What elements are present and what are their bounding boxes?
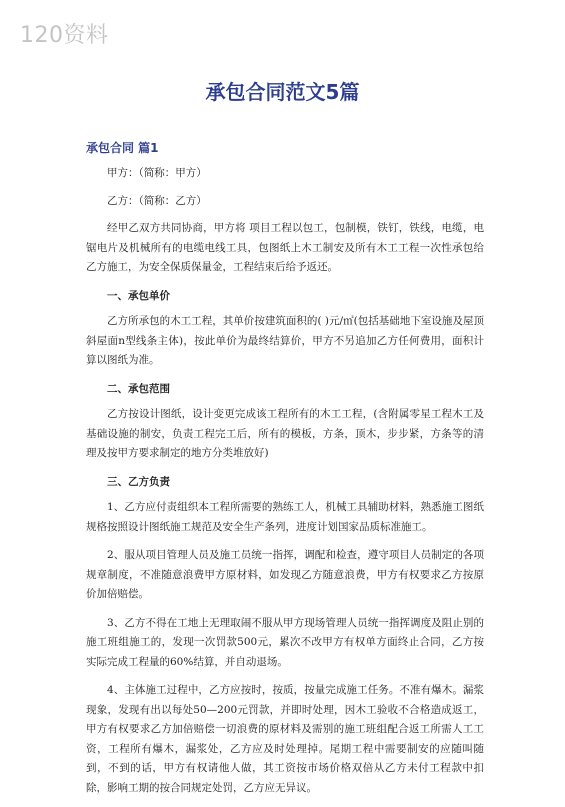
responsibility-4: 4、主体施工过程中，乙方应按时，按质，按量完成施工任务。不准有爆木。漏浆现象，发现有出以每处50—200元罚款，并即时处理，因木工验收不合格造成返工，甲方有权要求乙方加倍赔偿一切浪费的原材料及需别的施工班组配合返工所需人工工资，工程所有爆木，漏浆处，乙方应及时处理掉。尾期工程中需要制安的应随叫随到，不到的话，甲方有权请他人做，其工资按市场价格双倍从乙方未付工程款中扣除，影响工期的按合同规定处罚，乙方应无异议。 — [86, 684, 484, 794]
party-a-line: 甲方：（简称：甲方） — [107, 167, 207, 179]
responsibility-1: 1、乙方应付责组织本工程所需要的熟练工人，机械工具辅助材料，熟悉施工图纸规格按照设计图纸施工规范及安全生产条列，进度计划国家品质标准施工。 — [86, 501, 484, 533]
intro-paragraph: 经甲乙双方共同协商，甲方将 项目工程以包工，包制模，铁钉，铁线，电缆，电锯电片及机械所有的电缆电线工具，包图纸上木工制安及所有木工工程一次性承包给乙方施工，为安全保质保量金，工程结束后给予返还。 — [86, 222, 484, 273]
page-title: 承包合同范文5篇 — [205, 80, 360, 104]
section-heading: 承包合同 篇1 — [86, 141, 159, 155]
contract-body — [86, 164, 484, 807]
party-b-line: 乙方：（简称：乙方） — [107, 194, 207, 207]
watermark: 120资料 — [20, 23, 109, 48]
heading-scope: 二、承包范围 — [107, 382, 170, 395]
responsibility-3: 3、乙方不得在工地上无理取闹不服从甲方现场管理人员统一指挥调度及阻止别的施工班组施工的，发现一次罚款500元，累次不改甲方有权单方面终止合同，乙方按实际完成工程量的60%结算，并自动退场。 — [86, 616, 484, 668]
scope-paragraph: 乙方按设计图纸，设计变更完成该工程所有的木工工程，(含附属零星工程木工及基础设施的制安，负责工程完工后，所有的模板，方条，顶木，步步紧，方条等的清理及按甲方要求制定的地方分类堆放好) — [86, 408, 484, 459]
responsibility-2: 2、服从项目管理人员及施工员统一指挥，调配和检查，遵守项目人员制定的各项规章制度，不准随意浪费甲方原材料，如发现乙方随意浪费，甲方有权要求乙方按原价加倍赔偿。 — [86, 549, 484, 600]
unit-price-paragraph: 乙方所承包的木工工程，其单价按建筑面积的( )元/㎡(包括基础地下室设施及屋顶斜屋面n型线条主体)，按此单价为最终结算价，甲方不另追加乙方任何费用，面积计算以图纸为准。 — [86, 315, 484, 366]
heading-unit-price: 一、承包单价 — [107, 289, 170, 302]
heading-responsibilities: 三、乙方负责 — [107, 475, 170, 488]
